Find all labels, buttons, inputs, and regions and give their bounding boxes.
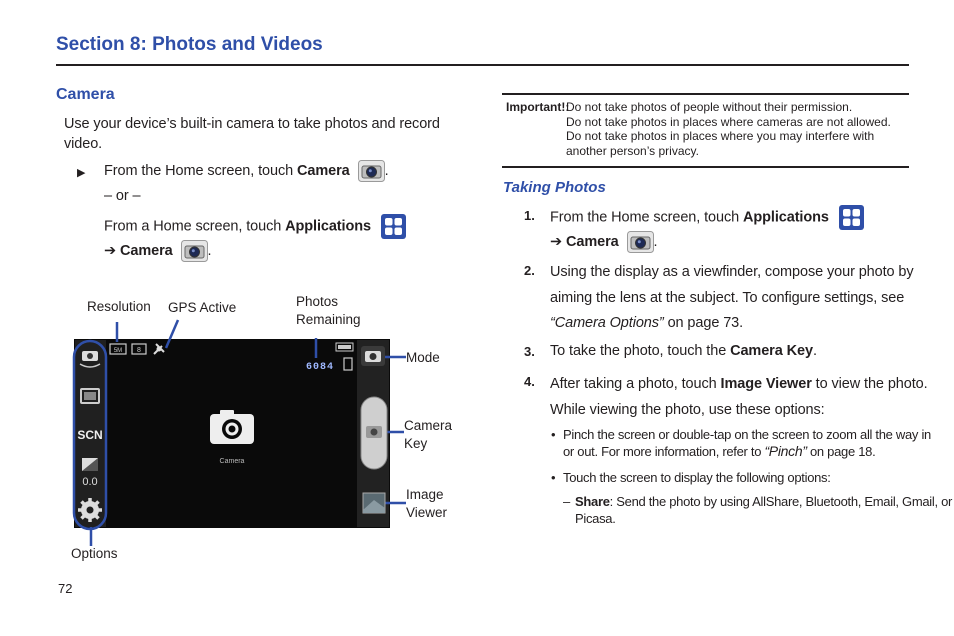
bullet1-suffix: on page 18. [806, 444, 876, 459]
callout-image-viewer-line1: Image [406, 487, 444, 502]
step1-prefix: From the Home screen, touch [104, 162, 298, 179]
callout-camera-key [404, 417, 452, 453]
or-separator: – or – [104, 188, 141, 204]
important-label: Important!: [506, 100, 570, 114]
callout-mode: Mode [406, 350, 440, 365]
share-line2: Picasa. [575, 511, 616, 526]
r-step2-line1: Using the display as a viewfinder, compose your photo by [550, 264, 914, 280]
r-step2-line3 [550, 311, 914, 337]
r-step4-line2: While viewing the photo, use these options: [550, 402, 825, 418]
important-line-4: another person’s privacy. [566, 143, 699, 158]
step2-camera: Camera [119, 242, 173, 259]
step2-text [550, 260, 914, 337]
important-rule-top [502, 93, 909, 95]
applications-grid-icon [381, 214, 406, 239]
section-title: Section 8: Photos and Videos [56, 34, 323, 55]
applications-grid-icon [839, 205, 864, 230]
callout-options: Options [71, 546, 118, 561]
taking-photos-heading: Taking Photos [503, 179, 606, 196]
settings-gear-icon[interactable] [78, 498, 102, 522]
r-step3-prefix: To take the photo, touch the [550, 343, 731, 359]
intro-line-1: Use your device’s built-in camera to take photos and record [64, 116, 440, 132]
share-label: Share [575, 494, 610, 509]
callout-image-viewer-line2: Viewer [406, 505, 448, 520]
r-step3-suffix: . [812, 343, 817, 359]
r-step1-applications: Applications [743, 209, 829, 226]
camera-key-button[interactable] [361, 397, 387, 469]
step1-text [550, 205, 864, 230]
sub-dash: – [563, 494, 570, 509]
r-step2-line2: aiming the lens at the subject. To configure settings, see [550, 289, 905, 306]
intro-line-2: video. [64, 136, 103, 152]
r-step2-page: on page 73. [663, 315, 744, 331]
step2-number: 2. [524, 263, 535, 278]
bullet1-pinch-link: “Pinch” [764, 443, 807, 459]
svg-text:5M: 5M [113, 348, 123, 354]
step4-text [550, 371, 928, 423]
step1-number: 1. [524, 208, 535, 223]
bullet1-text [563, 426, 931, 460]
callout-photos-line2: Remaining [296, 312, 361, 327]
r-step1-arrow: ➔ [550, 233, 566, 250]
camera-center-label: Camera [219, 458, 245, 465]
step1-camera: Camera [297, 162, 350, 179]
callout-camera-key-line1: Camera [404, 418, 453, 433]
intro-paragraph [64, 114, 440, 154]
step1-line2 [550, 231, 657, 253]
scene-mode-icon[interactable]: SCN [77, 428, 103, 442]
camera-heading: Camera [56, 86, 115, 103]
r-step4-line1 [550, 371, 928, 397]
share-option-text [575, 493, 952, 527]
important-rule-bottom [502, 166, 909, 168]
step2-applications: Applications [285, 218, 371, 235]
step2-suffix: . [207, 242, 212, 259]
camera-app-icon [181, 240, 208, 262]
r-step1-prefix: From the Home screen, touch [550, 209, 744, 226]
bullet-dot: • [551, 470, 556, 485]
r-step1-camera: Camera [565, 233, 619, 250]
r-step4-prefix: After taking a photo, touch [550, 376, 721, 392]
step-applications [104, 214, 406, 239]
step1-suffix: . [384, 162, 389, 179]
page-number: 72 [58, 581, 73, 596]
callout-image-viewer [406, 486, 447, 522]
callout-resolution: Resolution [87, 299, 151, 314]
bullet1-prefix: or out. For more information, refer to [563, 444, 765, 459]
camera-app-icon [627, 231, 654, 253]
important-line-1: Do not take photos of people without their permission. [566, 100, 853, 114]
r-step2-link: “Camera Options” [550, 315, 664, 331]
header-rule [56, 64, 909, 66]
r-step4-image-viewer: Image Viewer [720, 376, 812, 392]
share-desc: : Send the photo by using AllShare, Bluetooth, Email, Gmail, or [609, 494, 953, 509]
callout-camera-key-line2: Key [404, 436, 428, 451]
bullet-dot: • [551, 427, 556, 442]
camera-center-icon [210, 410, 254, 444]
camera-screen-figure [70, 310, 410, 550]
callout-gps-active: GPS Active [168, 300, 237, 315]
bullet1-line2 [563, 443, 931, 460]
step3-text [550, 341, 817, 361]
svg-text:8: 8 [137, 347, 141, 354]
important-text [566, 100, 891, 158]
image-viewer-thumbnail[interactable] [363, 493, 385, 513]
step-home-camera [104, 160, 389, 182]
r-step3-camera-key: Camera Key [730, 343, 813, 359]
bullet1-line1: Pinch the screen or double-tap on the screen to zoom all the way in [563, 427, 931, 442]
mode-switch-button[interactable] [361, 346, 385, 366]
step-arrow-camera [104, 240, 211, 262]
step4-number: 4. [524, 374, 535, 389]
r-step1-suffix: . [653, 233, 658, 250]
r-step4-suffix: to view the photo. [811, 376, 928, 392]
exposure-icon[interactable] [82, 458, 98, 471]
step2-arrow: ➔ [104, 242, 120, 259]
callout-photos-line1: Photos [296, 294, 339, 309]
share-line1 [575, 493, 952, 510]
important-line-2: Do not take photos in places where cameras are not allowed. [566, 114, 891, 129]
important-line-3: Do not take photos in places where you may interfere with [566, 129, 875, 143]
exposure-value: 0.0 [82, 476, 98, 488]
camera-app-icon [358, 160, 385, 182]
step2-prefix: From a Home screen, touch [104, 218, 286, 235]
bullet2-text: Touch the screen to display the following options: [563, 470, 831, 485]
photos-remaining-counter: 6084 [306, 362, 335, 373]
bullet-triangle-icon: ▶ [77, 167, 86, 179]
step3-number: 3. [524, 344, 535, 359]
